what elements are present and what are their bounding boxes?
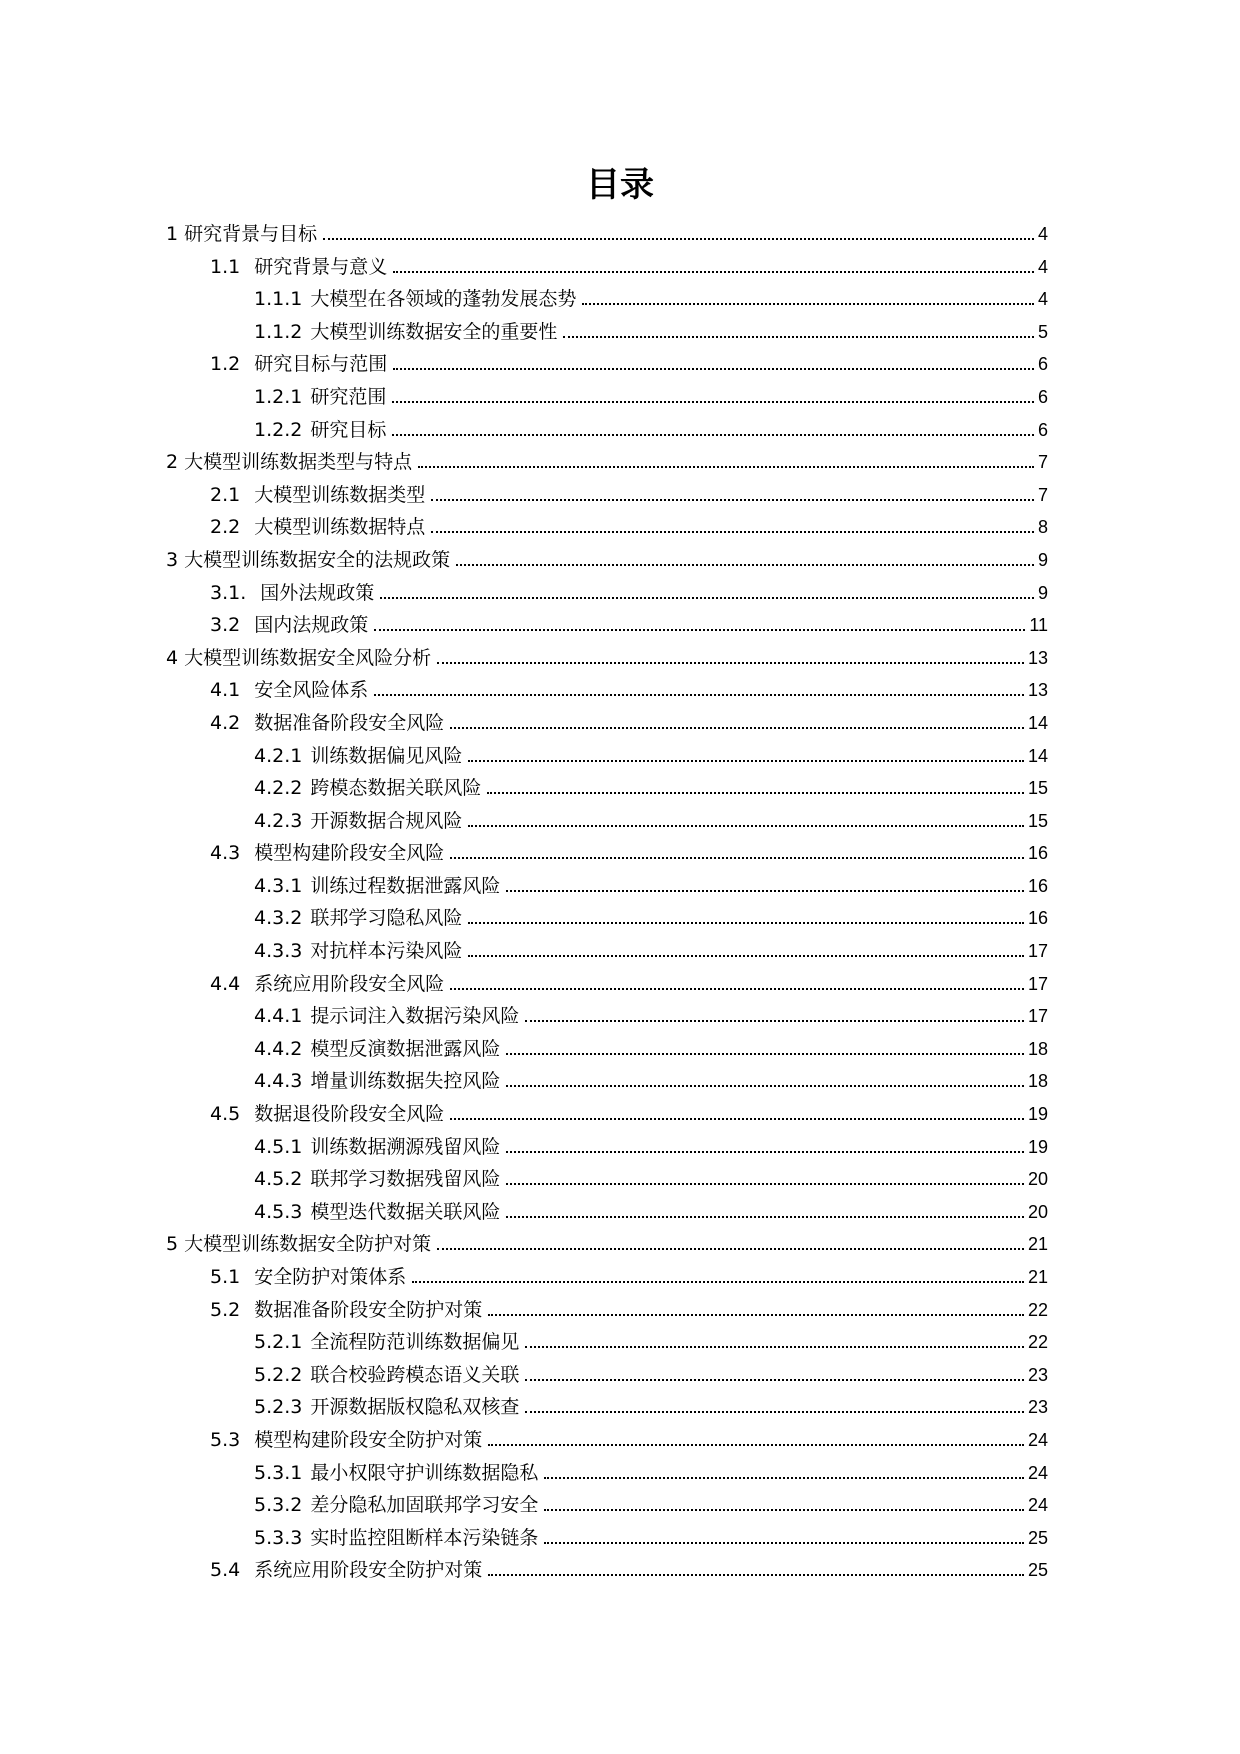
toc-entry[interactable] (166, 316, 1048, 349)
toc-entry-title: 训练数据溯源残留风险 (310, 1135, 501, 1158)
toc-page-number: 9 (1037, 549, 1048, 570)
toc-entry-number: 4.4.3 (254, 1070, 303, 1093)
toc-page-number: 7 (1037, 484, 1048, 505)
toc-entry[interactable] (166, 1489, 1048, 1522)
toc-entry-title: 国外法规政策 (260, 581, 375, 604)
toc-entry[interactable] (166, 1457, 1048, 1490)
toc-page-number: 16 (1027, 875, 1048, 896)
toc-dot-leader (544, 1542, 1024, 1544)
toc-entry-number: 5.1 (210, 1266, 241, 1288)
toc-page-number: 17 (1027, 941, 1048, 962)
toc-page-number: 7 (1037, 452, 1048, 473)
table-of-contents (166, 218, 1048, 1587)
toc-page-number: 19 (1027, 1104, 1048, 1125)
toc-entry[interactable] (166, 1391, 1048, 1424)
toc-dot-leader (437, 1248, 1024, 1250)
toc-dot-leader (374, 694, 1024, 696)
toc-page-number: 21 (1027, 1267, 1048, 1287)
toc-entry[interactable] (166, 511, 1048, 544)
toc-page-number: 18 (1027, 1071, 1048, 1092)
toc-entry[interactable] (166, 1131, 1048, 1164)
toc-page-number: 16 (1027, 908, 1048, 929)
toc-dot-leader (392, 401, 1034, 403)
toc-dot-leader (506, 1053, 1024, 1055)
toc-page-number: 17 (1027, 973, 1048, 994)
toc-dot-leader (393, 368, 1034, 370)
page-title: 目录 (586, 165, 654, 205)
toc-dot-leader (380, 597, 1034, 599)
toc-entry-number: 4.2 (210, 711, 241, 734)
toc-page-number: 13 (1027, 680, 1048, 701)
toc-entry-title: 国内法规政策 (254, 614, 369, 637)
toc-page-number: 20 (1027, 1201, 1048, 1222)
toc-page-number: 19 (1027, 1136, 1048, 1157)
toc-page-number: 9 (1037, 582, 1048, 603)
toc-entry-title: 全流程防范训练数据偏见 (310, 1331, 520, 1354)
toc-dot-leader (506, 1151, 1024, 1153)
toc-page-number: 16 (1027, 843, 1048, 864)
toc-page-number: 24 (1027, 1495, 1048, 1516)
toc-entry[interactable] (166, 1163, 1048, 1196)
toc-page-number: 6 (1037, 386, 1048, 407)
toc-entry[interactable] (166, 609, 1048, 642)
toc-entry-number: 1.1 (210, 255, 241, 278)
toc-entry-title: 大模型在各领域的蓬勃发展态势 (310, 288, 577, 311)
toc-entry-number: 5 (166, 1233, 179, 1256)
toc-entry-number: 4.1 (210, 679, 241, 702)
toc-entry-number: 5.3.2 (254, 1494, 303, 1517)
toc-dot-leader (431, 531, 1034, 533)
toc-entry-number: 3.2 (210, 614, 241, 637)
toc-dot-leader (544, 1477, 1024, 1479)
toc-entry-number: 1.1.1 (254, 288, 303, 311)
toc-entry-title: 联邦学习隐私风险 (310, 907, 463, 930)
toc-entry[interactable] (166, 1326, 1048, 1359)
toc-dot-leader (437, 662, 1024, 664)
toc-entry-title: 最小权限守护训练数据隐私 (310, 1461, 539, 1484)
toc-entry[interactable] (166, 1522, 1048, 1555)
toc-entry-title: 数据准备阶段安全防护对策 (254, 1298, 483, 1321)
toc-dot-leader (468, 955, 1024, 957)
toc-dot-leader (468, 825, 1024, 827)
toc-entry-title: 大模型训练数据安全防护对策 (184, 1233, 432, 1256)
toc-entry-number: 1.2 (210, 353, 241, 376)
toc-entry-number: 4.5.1 (254, 1135, 303, 1158)
toc-page-number: 24 (1027, 1462, 1048, 1483)
toc-entry-title: 大模型训练数据安全的法规政策 (184, 548, 451, 571)
toc-entry-title: 研究背景与目标 (184, 223, 318, 245)
toc-entry-title: 研究目标与范围 (254, 353, 388, 376)
toc-page-number: 17 (1027, 1006, 1048, 1027)
toc-entry-title: 大模型训练数据安全风险分析 (184, 646, 432, 669)
toc-dot-leader (488, 1574, 1024, 1576)
toc-entry-title: 对抗样本污染风险 (310, 940, 463, 963)
toc-entry[interactable] (166, 740, 1048, 773)
toc-entry-number: 2.1 (210, 483, 241, 506)
toc-entry-title: 模型构建阶段安全防护对策 (254, 1428, 483, 1451)
toc-entry-number: 5.2.3 (254, 1396, 303, 1419)
toc-entry-number: 5.2.2 (254, 1363, 303, 1386)
toc-page-number: 13 (1027, 647, 1048, 668)
toc-entry-title: 开源数据版权隐私双核查 (310, 1396, 520, 1419)
toc-page-number: 25 (1027, 1560, 1048, 1581)
toc-entry-title: 联合校验跨模态语义关联 (310, 1363, 520, 1386)
toc-dot-leader (412, 1281, 1024, 1283)
toc-entry[interactable] (166, 381, 1048, 414)
toc-page-number: 22 (1027, 1332, 1048, 1353)
toc-entry-number: 4.3.2 (254, 907, 303, 930)
toc-entry[interactable] (166, 1294, 1048, 1327)
toc-dot-leader (563, 336, 1034, 338)
toc-page-number: 24 (1027, 1429, 1048, 1450)
toc-dot-leader (506, 1183, 1024, 1185)
toc-entry-number: 5.4 (210, 1559, 241, 1582)
toc-entry-number: 5.3 (210, 1428, 241, 1451)
toc-entry-number: 4.2.3 (254, 809, 303, 832)
toc-entry-number: 4.3 (210, 842, 241, 865)
toc-entry-title: 训练过程数据泄露风险 (310, 874, 501, 897)
toc-dot-leader (544, 1509, 1024, 1511)
toc-entry-title: 系统应用阶段安全风险 (254, 972, 445, 995)
toc-entry-title: 实时监控阻断样本污染链条 (310, 1526, 539, 1549)
toc-entry-number: 3 (166, 548, 179, 571)
toc-entry[interactable] (166, 544, 1048, 577)
toc-entry-number: 2.2 (210, 516, 241, 539)
toc-dot-leader (393, 271, 1034, 273)
toc-entry-number: 1.2.2 (254, 418, 303, 441)
toc-entry[interactable] (166, 642, 1048, 675)
toc-dot-leader (450, 727, 1024, 729)
toc-dot-leader (450, 857, 1024, 859)
toc-dot-leader (506, 1085, 1024, 1087)
toc-entry-title: 安全风险体系 (254, 679, 369, 702)
toc-entry-title: 数据退役阶段安全风险 (254, 1103, 445, 1126)
toc-page-number: 21 (1027, 1234, 1048, 1255)
toc-entry-title: 研究范围 (310, 385, 387, 408)
toc-entry-title: 研究背景与意义 (254, 255, 388, 278)
toc-entry-number: 5.3.1 (254, 1461, 303, 1484)
toc-entry-number: 5.2.1 (254, 1331, 303, 1354)
toc-entry[interactable] (166, 1065, 1048, 1098)
toc-dot-leader (323, 238, 1034, 240)
toc-entry-number: 5.2 (210, 1298, 241, 1321)
toc-entry[interactable] (166, 1261, 1048, 1294)
toc-entry[interactable] (166, 1554, 1048, 1587)
toc-entry[interactable] (166, 707, 1048, 740)
toc-entry-title: 大模型训练数据类型 (254, 483, 426, 506)
toc-entry[interactable] (166, 902, 1048, 935)
toc-page-number: 23 (1027, 1364, 1048, 1385)
toc-page-number: 6 (1037, 354, 1048, 375)
toc-entry-title: 大模型训练数据安全的重要性 (310, 320, 558, 343)
toc-page-number: 15 (1027, 778, 1048, 799)
toc-dot-leader (418, 466, 1034, 468)
toc-entry-number: 2 (166, 451, 179, 474)
toc-page-number: 14 (1027, 712, 1048, 733)
toc-entry-title: 模型构建阶段安全风险 (254, 842, 445, 865)
toc-entry-number: 5.3.3 (254, 1526, 303, 1549)
toc-entry-title: 开源数据合规风险 (310, 809, 463, 832)
toc-page-number: 14 (1027, 745, 1048, 766)
toc-entry-number: 4.3.3 (254, 940, 303, 963)
toc-dot-leader (468, 922, 1024, 924)
toc-entry-number: 4.5 (210, 1103, 241, 1126)
toc-page-number: 4 (1037, 256, 1048, 277)
toc-entry-number: 3.1. (210, 581, 247, 604)
toc-entry-title: 模型迭代数据关联风险 (310, 1200, 501, 1223)
toc-entry[interactable] (166, 674, 1048, 707)
toc-page-number: 5 (1037, 321, 1048, 342)
toc-page-number: 4 (1037, 224, 1048, 244)
toc-entry[interactable] (166, 968, 1048, 1001)
toc-entry-number: 1.2.1 (254, 385, 303, 408)
toc-dot-leader (506, 1216, 1024, 1218)
toc-page-number: 6 (1037, 419, 1048, 440)
toc-entry-number: 1.1.2 (254, 320, 303, 343)
toc-entry-title: 数据准备阶段安全风险 (254, 711, 445, 734)
toc-entry-title: 研究目标 (310, 418, 387, 441)
toc-entry[interactable] (166, 218, 1048, 251)
toc-dot-leader (468, 760, 1024, 762)
toc-dot-leader (450, 988, 1024, 990)
toc-entry-number: 4.4.1 (254, 1005, 303, 1028)
toc-entry-title: 差分隐私加固联邦学习安全 (310, 1494, 539, 1517)
toc-entry-number: 4.3.1 (254, 874, 303, 897)
toc-entry-title: 安全防护对策体系 (254, 1266, 407, 1288)
toc-page-number: 11 (1029, 615, 1048, 636)
toc-entry[interactable] (166, 414, 1048, 447)
toc-entry[interactable] (166, 1000, 1048, 1033)
toc-entry[interactable] (166, 870, 1048, 903)
toc-entry-number: 4.5.3 (254, 1200, 303, 1223)
toc-entry[interactable] (166, 577, 1048, 610)
toc-entry[interactable] (166, 772, 1048, 805)
toc-page-number: 22 (1027, 1299, 1048, 1320)
toc-entry[interactable] (166, 805, 1048, 838)
toc-entry[interactable] (166, 1359, 1048, 1392)
toc-entry[interactable] (166, 1424, 1048, 1457)
toc-dot-leader (392, 434, 1034, 436)
toc-entry[interactable] (166, 935, 1048, 968)
toc-dot-leader (525, 1346, 1024, 1348)
toc-entry-number: 4 (166, 646, 179, 669)
toc-entry-title: 系统应用阶段安全防护对策 (254, 1559, 483, 1582)
toc-entry-title: 提示词注入数据污染风险 (310, 1005, 520, 1028)
toc-entry-title: 联邦学习数据残留风险 (310, 1168, 501, 1191)
toc-dot-leader (525, 1020, 1024, 1022)
toc-page-number: 23 (1027, 1397, 1048, 1418)
toc-page-number: 4 (1037, 289, 1048, 310)
toc-dot-leader (525, 1411, 1024, 1413)
toc-entry[interactable] (166, 348, 1048, 381)
toc-entry[interactable] (166, 446, 1048, 479)
toc-entry[interactable] (166, 479, 1048, 512)
toc-dot-leader (374, 629, 1025, 631)
toc-dot-leader (487, 792, 1024, 794)
toc-entry[interactable] (166, 1033, 1048, 1066)
toc-entry[interactable] (166, 1228, 1048, 1261)
toc-entry-number: 4.2.2 (254, 777, 303, 800)
toc-entry-title: 模型反演数据泄露风险 (310, 1037, 501, 1060)
toc-entry-number: 4.2.1 (254, 744, 303, 767)
toc-dot-leader (506, 890, 1024, 892)
toc-dot-leader (488, 1444, 1024, 1446)
toc-entry[interactable] (166, 283, 1048, 316)
toc-entry-title: 大模型训练数据类型与特点 (184, 451, 413, 474)
toc-entry-title: 训练数据偏见风险 (310, 744, 463, 767)
toc-entry[interactable] (166, 1196, 1048, 1229)
toc-dot-leader (525, 1379, 1024, 1381)
toc-page-number: 15 (1027, 810, 1048, 831)
toc-entry[interactable] (166, 837, 1048, 870)
toc-dot-leader (456, 564, 1034, 566)
toc-entry-number: 4.4 (210, 972, 241, 995)
toc-dot-leader (450, 1118, 1024, 1120)
toc-entry-title: 大模型训练数据特点 (254, 516, 426, 539)
toc-entry[interactable] (166, 1098, 1048, 1131)
toc-entry-title: 增量训练数据失控风险 (310, 1070, 501, 1093)
toc-dot-leader (431, 499, 1034, 501)
toc-entry-number: 4.4.2 (254, 1037, 303, 1060)
toc-page-number: 18 (1027, 1038, 1048, 1059)
toc-page-number: 8 (1037, 517, 1048, 538)
toc-entry-title: 跨模态数据关联风险 (310, 777, 482, 800)
toc-entry-number: 4.5.2 (254, 1168, 303, 1191)
toc-entry[interactable] (166, 251, 1048, 284)
toc-dot-leader (488, 1314, 1024, 1316)
toc-page-number: 20 (1027, 1169, 1048, 1190)
toc-dot-leader (582, 303, 1034, 305)
toc-entry-number: 1 (166, 223, 179, 245)
toc-page-number: 25 (1027, 1527, 1048, 1548)
